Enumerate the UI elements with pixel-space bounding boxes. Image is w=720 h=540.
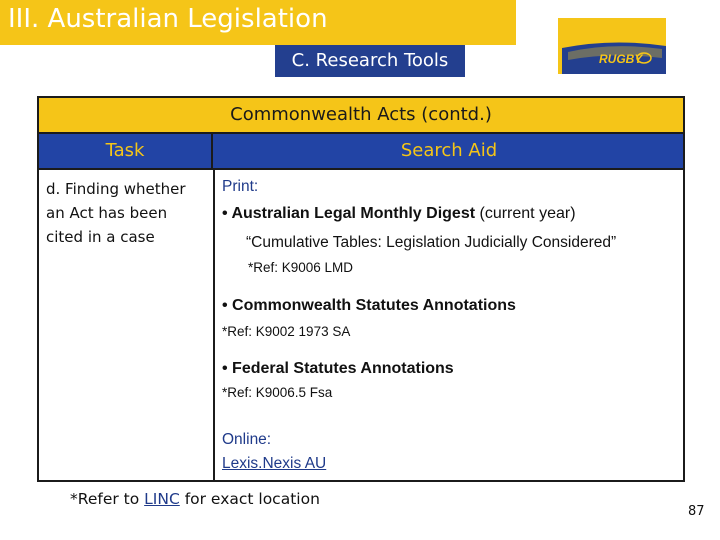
fed-statutes-ref: *Ref: K9006.5 Fsa (222, 385, 333, 400)
column-header-task: Task (39, 134, 213, 168)
digest-quote: “Cumulative Tables: Legislation Judicially Considered” (246, 234, 617, 251)
slide-title: III. Australian Legislation (8, 4, 328, 34)
table-heading: Commonwealth Acts (contd.) (230, 104, 492, 125)
page-number: 87 (688, 504, 705, 519)
column-divider (213, 170, 215, 480)
svg-text:RUGBY: RUGBY (599, 52, 643, 66)
footnote-prefix: *Refer to (70, 490, 145, 508)
slide-subtitle: C. Research Tools (275, 45, 465, 77)
digest-note: (current year) (475, 205, 576, 222)
footnote (70, 490, 320, 508)
online-label: Online: (222, 431, 272, 448)
linc-link[interactable]: LINC (144, 490, 180, 508)
table-heading-row (39, 98, 683, 134)
column-header-search-aid: Search Aid (400, 140, 498, 161)
print-item-fed-statutes: • Federal Statutes Annotations (222, 360, 454, 377)
print-item-digest (222, 205, 576, 223)
print-item-cth-statutes: • Commonwealth Statutes Annotations (222, 297, 516, 314)
task-cell: d. Finding whether an Act has been cited in a case (46, 180, 186, 246)
cth-statutes-ref: *Ref: K9002 1973 SA (222, 324, 351, 339)
digest-title: • Australian Legal Monthly Digest (222, 205, 476, 222)
table-header-row (39, 134, 683, 170)
footnote-suffix: for exact location (179, 490, 320, 508)
rugby-logo (558, 18, 666, 74)
search-aid-table (37, 96, 685, 482)
digest-ref: *Ref: K9006 LMD (248, 260, 354, 275)
print-label: Print: (222, 178, 259, 195)
lexisnexis-link[interactable]: Lexis.Nexis AU (222, 455, 327, 472)
